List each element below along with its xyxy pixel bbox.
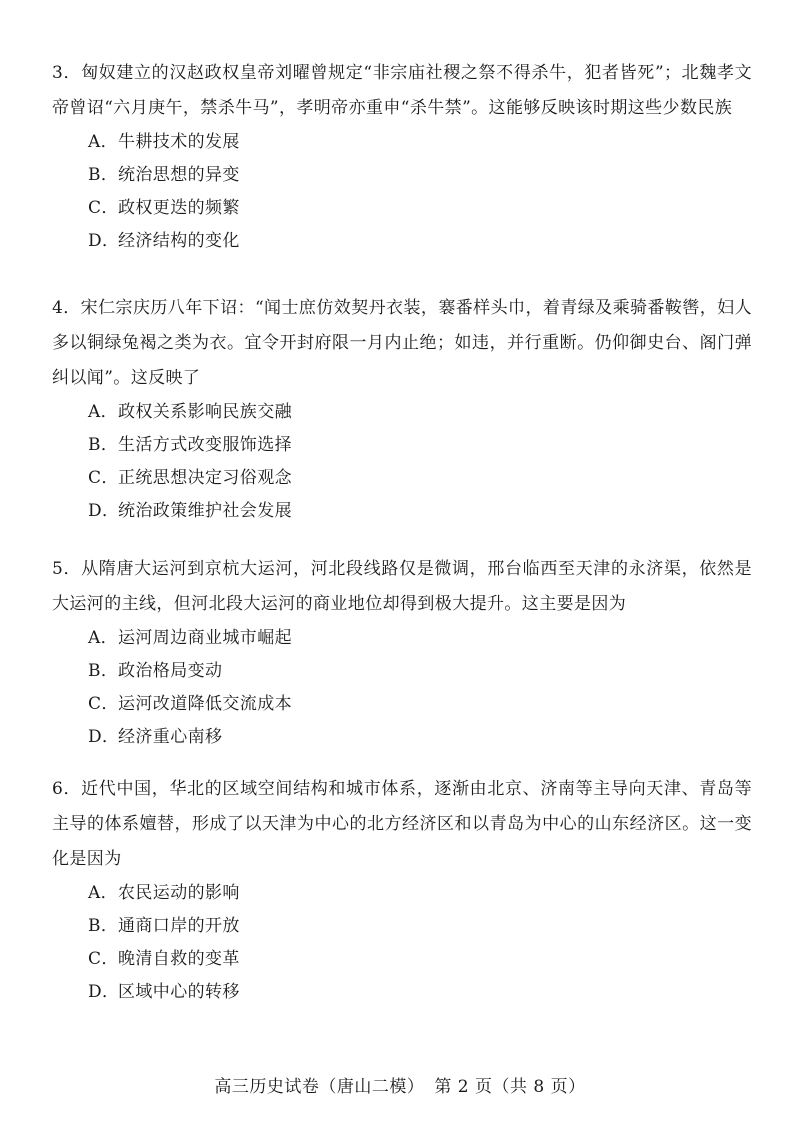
option-b[interactable] [52,655,752,688]
option-a[interactable] [52,396,752,429]
option-letter: B． [88,435,119,455]
option-text: 经济重心南移 [118,727,223,747]
option-c[interactable] [52,462,752,495]
option-letter: A． [88,132,119,152]
question-number: 5． [52,559,82,579]
option-letter: A． [88,628,119,648]
question-4 [52,291,752,528]
question-number: 6． [52,779,82,799]
question-text: 近代中国，华北的区域空间结构和城市体系，逐渐由北京、济南等主导向天津、青岛等主导的体系嬗替，形成了以天津为中心的北方经济区和以青岛为中心的山东经济区。这一变化是因为 [52,779,752,869]
option-a[interactable] [52,877,752,910]
option-list [52,622,752,754]
option-text: 运河改道降低交流成本 [118,694,292,714]
option-d[interactable] [52,225,752,258]
question-stem [52,552,752,622]
option-d[interactable] [52,721,752,754]
page-number: 第 2 页（共 8 页） [434,1077,586,1097]
question-text: 从隋唐大运河到京杭大运河，河北段线路仅是微调，邢台临西至天津的永济渠，依然是大运河的主线，但河北段大运河的商业地位却得到极大提升。这主要是因为 [52,559,752,614]
option-a[interactable] [52,622,752,655]
option-text: 正统思想决定习俗观念 [118,468,292,488]
question-6 [52,772,752,1009]
question-number: 3． [52,63,82,83]
question-stem [52,56,752,126]
option-b[interactable] [52,910,752,943]
option-c[interactable] [52,943,752,976]
question-5 [52,552,752,754]
option-b[interactable] [52,429,752,462]
question-number: 4． [52,298,81,318]
option-letter: C． [88,694,119,714]
option-text: 政权关系影响民族交融 [118,402,292,422]
question-stem [52,291,752,396]
exam-title: 高三历史试卷（唐山二模） [214,1077,425,1097]
option-letter: C． [88,949,119,969]
option-text: 统治政策维护社会发展 [118,501,292,521]
option-d[interactable] [52,495,752,528]
question-3 [52,56,752,258]
option-list [52,396,752,528]
option-text: 运河周边商业城市崛起 [118,628,292,648]
option-text: 统治思想的异变 [118,165,240,185]
option-text: 牛耕技术的发展 [118,132,240,152]
option-letter: B． [88,661,119,681]
option-letter: D． [88,727,120,747]
question-text: 宋仁宗庆历八年下诏：“闻士庶仿效契丹衣装，褰番样头巾，着青绿及乘骑番鞍辔，妇人多以铜绿兔褐之类为衣。宜令开封府限一月内止绝；如违，并行重断。仍仰御史台、阁门弹纠以闻”。这反映了 [52,298,752,388]
option-d[interactable] [52,976,752,1009]
option-c[interactable] [52,192,752,225]
option-a[interactable] [52,126,752,159]
option-letter: A． [88,402,119,422]
option-letter: D． [88,982,120,1002]
option-text: 政治格局变动 [118,661,223,681]
option-text: 通商口岸的开放 [118,916,240,936]
option-letter: A． [88,883,119,903]
option-b[interactable] [52,159,752,192]
option-text: 农民运动的影响 [118,883,240,903]
question-stem [52,772,752,877]
option-c[interactable] [52,688,752,721]
option-letter: B． [88,916,119,936]
option-text: 区域中心的转移 [118,982,240,1002]
option-text: 政权更迭的频繁 [118,198,240,218]
option-text: 生活方式改变服饰选择 [118,435,292,455]
option-letter: D． [88,231,120,251]
option-letter: C． [88,468,119,488]
question-text: 匈奴建立的汉赵政权皇帝刘曜曾规定“非宗庙社稷之祭不得杀牛，犯者皆死”；北魏孝文帝曾诏“六月庚午，禁杀牛马”，孝明帝亦重申“杀牛禁”。这能够反映该时期这些少数民族 [52,63,752,118]
option-text: 晚清自救的变革 [118,949,240,969]
option-text: 经济结构的变化 [118,231,240,251]
option-letter: D． [88,501,120,521]
option-letter: C． [88,198,119,218]
page-footer [0,1072,800,1097]
option-letter: B． [88,165,119,185]
option-list [52,877,752,1009]
option-list [52,126,752,258]
